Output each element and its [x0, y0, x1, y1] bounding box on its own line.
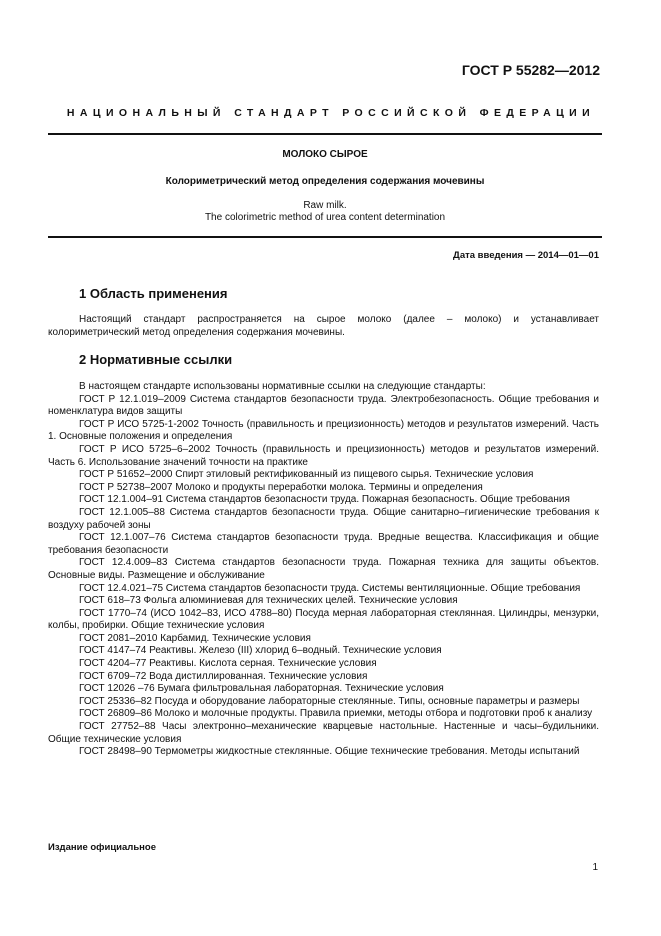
reference-intro: В настоящем стандарте использованы нормативные ссылки на следующие стандарты:	[79, 381, 486, 392]
reference-item: ГОСТ 12.1.005–88 Система стандартов безопасности труда. Общие санитарно–гигиенические требования к воздуху рабочей зоны	[48, 506, 599, 531]
reference-item: ГОСТ 28498–90 Термометры жидкостные стеклянные. Общие технические требования. Методы испытаний	[79, 746, 580, 758]
reference-item: ГОСТ Р ИСО 5725-1-2002 Точность (правильность и прецизионность) методов и результатов измерений. Часть 1. Основные положения и определения	[48, 418, 599, 443]
english-title-line-1: Raw milk.	[303, 200, 347, 211]
introduction-date: Дата введения — 2014—01—01	[453, 250, 599, 261]
reference-item: ГОСТ 6709–72 Вода дистиллированная. Технические условия	[79, 670, 368, 682]
section-1-paragraph: Настоящий стандарт распространяется на сырое молоко (далее – молоко) и устанавливает колориметрический метод определения содержания мочевины.	[48, 314, 599, 338]
reference-item: ГОСТ Р ИСО 5725–6–2002 Точность (правильность и прецизионность) методов и результатов измерений. Часть 6. Использование значений точности на практике	[48, 443, 599, 468]
official-edition-label: Издание официальное	[48, 842, 156, 853]
document-subtitle: Колориметрический метод определения содержания мочевины	[165, 176, 485, 187]
reference-item: ГОСТ 12.1.004–91 Система стандартов безопасности труда. Пожарная безопасность. Общие требования	[79, 494, 570, 506]
reference-item: ГОСТ 4147–74 Реактивы. Железо (III) хлорид 6–водный. Технические условия	[79, 645, 442, 657]
reference-item: ГОСТ Р 12.1.019–2009 Система стандартов безопасности труда. Электробезопасность. Общие требования и номенклатура видов защиты	[48, 393, 599, 418]
section-1-body	[48, 314, 599, 339]
reference-item: ГОСТ 27752–88 Часы электронно–механические кварцевые настольные. Настенные и часы–будильники. Общие технические условия	[48, 721, 599, 745]
page-number: 1	[592, 862, 598, 873]
reference-item: ГОСТ 1770–74 (ИСО 1042–83, ИСО 4788–80) Посуда мерная лабораторная стеклянная. Цилиндры, мензурки, колбы, пробирки. Общие технические условия	[48, 607, 599, 632]
title-divider	[48, 236, 602, 238]
document-number: ГОСТ Р 55282—2012	[461, 62, 600, 78]
reference-item: ГОСТ 618–73 Фольга алюминиевая для технических целей. Технические условия	[79, 595, 458, 607]
reference-item: ГОСТ Р 51652–2000 Спирт этиловый ректификованный из пищевого сырья. Технические условия	[79, 469, 534, 481]
reference-item: ГОСТ 26809–86 Молоко и молочные продукты. Правила приемки, методы отбора и подготовки проб к анализу	[79, 708, 593, 720]
reference-item: ГОСТ 2081–2010 Карбамид. Технические условия	[79, 632, 311, 644]
top-divider	[48, 133, 602, 135]
reference-item: ГОСТ 12.1.007–76 Система стандартов безопасности труда. Вредные вещества. Классификация и общие требования безопасности	[48, 532, 599, 556]
reference-item: ГОСТ Р 52738–2007 Молоко и продукты переработки молока. Термины и определения	[79, 481, 483, 493]
reference-item: ГОСТ 4204–77 Реактивы. Кислота серная. Технические условия	[79, 658, 377, 670]
section-2-body	[48, 381, 599, 759]
english-title-line-2: The colorimetric method of urea content determination	[204, 212, 446, 223]
section-1-heading: 1 Область применения	[79, 286, 228, 301]
section-2-heading: 2 Нормативные ссылки	[79, 352, 233, 367]
reference-item: ГОСТ 12.4.009–83 Система стандартов безопасности труда. Пожарная техника для защиты объектов. Основные виды. Размещение и обслуживание	[48, 557, 599, 581]
reference-item: ГОСТ 12.4.021–75 Система стандартов безопасности труда. Системы вентиляционные. Общие требования	[79, 582, 581, 594]
national-standard-banner: НАЦИОНАЛЬНЫЙ СТАНДАРТ РОССИЙСКОЙ ФЕДЕРАЦИИ	[66, 107, 596, 119]
document-title: МОЛОКО СЫРОЕ	[282, 149, 368, 160]
reference-item: ГОСТ 12026 –76 Бумага фильтровальная лабораторная. Технические условия	[79, 683, 444, 695]
reference-item: ГОСТ 25336–82 Посуда и оборудование лабораторные стеклянные. Типы, основные параметры и размеры	[79, 695, 580, 707]
